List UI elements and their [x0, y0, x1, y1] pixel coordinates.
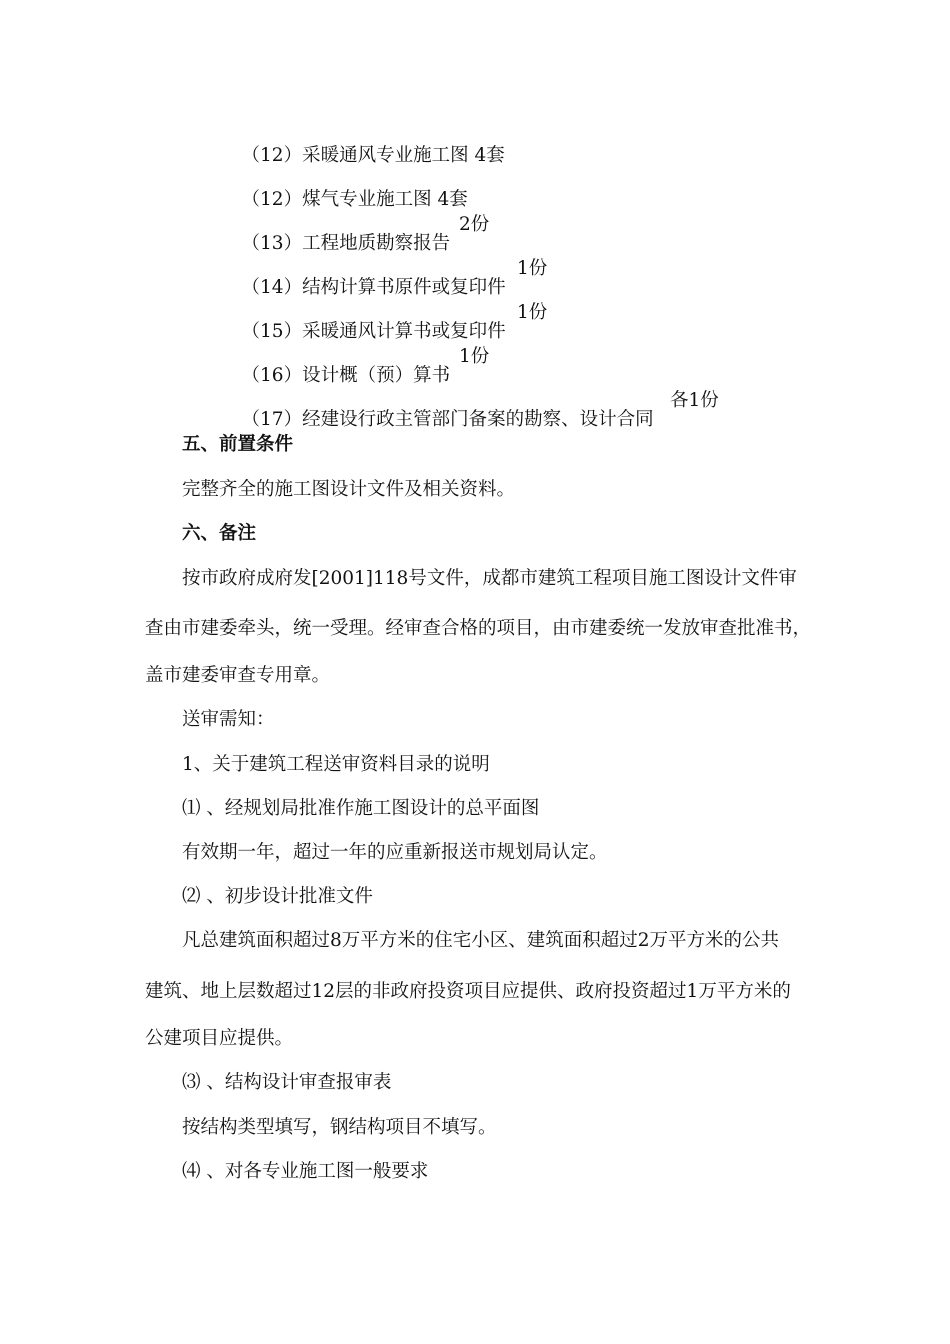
item-text: 按结构类型填写，钢结构项目不填写。 — [182, 1117, 497, 1138]
list-item-text: （17）经建设行政主管部门备案的勘察、设计合同 — [241, 408, 654, 430]
paragraph-line: 公建项目应提供。 — [145, 1028, 294, 1049]
list-item-qty: 1份 — [459, 346, 490, 367]
list-item-text: （14）结构计算书原件或复印件 — [241, 276, 506, 298]
item-title: ⑴ 、经规划局批准作施工图设计的总平面图 — [182, 798, 540, 819]
item-text: 有效期一年，超过一年的应重新报送市规划局认定。 — [182, 842, 608, 863]
list-item-text: （12）煤气专业施工图 4套 — [241, 188, 468, 210]
item-title: ⑷ 、对各专业施工图一般要求 — [182, 1161, 429, 1182]
list-item-qty: 2份 — [459, 214, 490, 235]
section-heading: 六、备注 — [182, 523, 257, 544]
list-item-qty: 1份 — [517, 302, 548, 323]
list-item-text: （13）工程地质勘察报告 — [241, 232, 451, 254]
notice-title: 送审需知： — [182, 709, 275, 730]
list-item-text: （12）采暖通风专业施工图 4套 — [241, 144, 505, 166]
list-item-qty: 1份 — [517, 258, 548, 279]
paragraph-line: 凡总建筑面积超过8万平方米的住宅小区、建筑面积超过2万平方米的公共 — [182, 930, 780, 951]
subheading: 1、关于建筑工程送审资料目录的说明 — [182, 754, 490, 775]
paragraph-line: 查由市建委牵头，统一受理。经审查合格的项目，由市建委统一发放审查批准书， — [145, 618, 812, 639]
paragraph-line: 盖市建委审查专用章。 — [145, 665, 331, 686]
paragraph-line: 按市政府成府发[2001]118号文件，成都市建筑工程项目施工图设计文件审 — [182, 568, 797, 589]
list-item-text: （16）设计概（预）算书 — [241, 364, 451, 386]
paragraph-line: 建筑、地上层数超过12层的非政府投资项目应提供、政府投资超过1万平方米的 — [145, 981, 791, 1002]
section-heading: 五、前置条件 — [182, 434, 294, 455]
list-item-text: （15）采暖通风计算书或复印件 — [241, 320, 506, 342]
list-item-qty: 各1份 — [670, 390, 719, 411]
item-title: ⑶ 、结构设计审查报审表 — [182, 1072, 392, 1093]
paragraph: 完整齐全的施工图设计文件及相关资料。 — [182, 479, 516, 500]
item-title: ⑵ 、初步设计批准文件 — [182, 886, 373, 907]
